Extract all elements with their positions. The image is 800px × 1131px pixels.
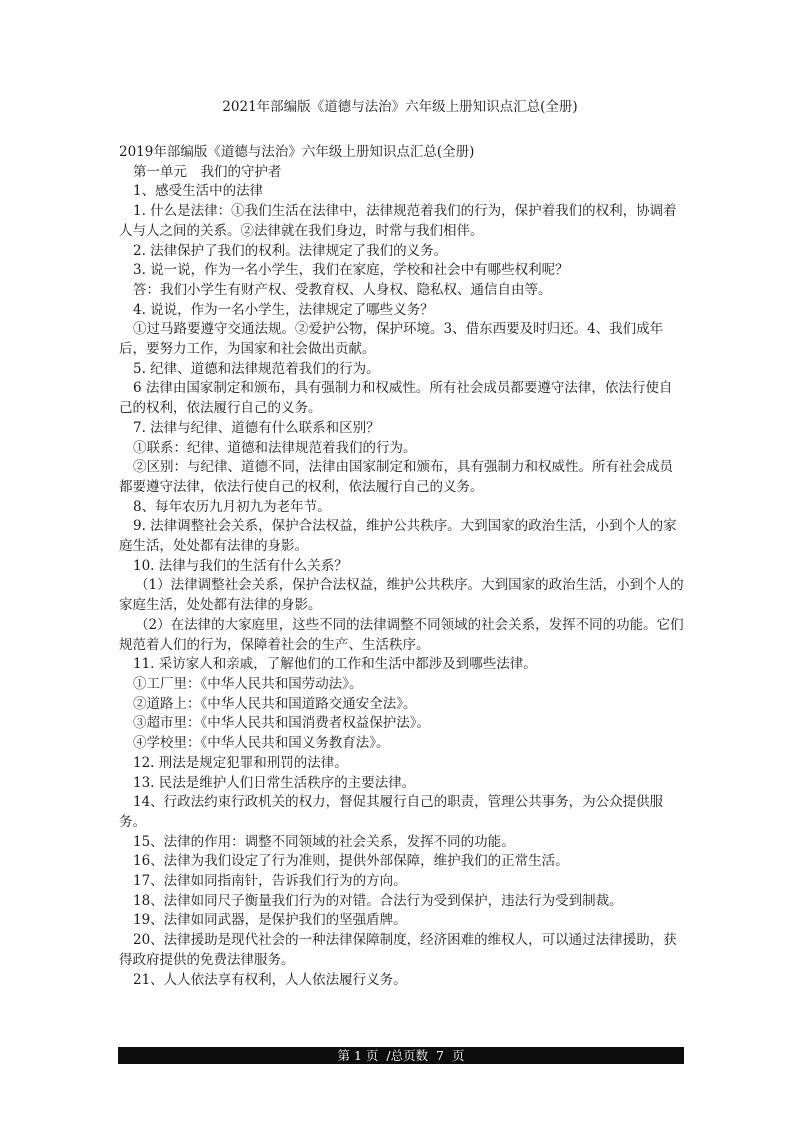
paragraph-line: 6 法律由国家制定和颁布，具有强制力和权威性。所有社会成员都要遵守法律，依法行使自己的权利，依法履行自己的义务。 bbox=[119, 380, 673, 417]
paragraph-line: 15、法律的作用：调整不同领域的社会关系，发挥不同的功能。 bbox=[133, 833, 515, 850]
paragraph-line: （1）法律调整社会关系，保护合法权益，维护公共秩序。大到国家的政治生活，小到个人的家庭生活，处处都有法律的身影。 bbox=[119, 577, 684, 614]
page-footer bbox=[118, 1047, 684, 1064]
paragraph-line: 18、法律如同尺子衡量我们行为的对错。合法行为受到保护，违法行为受到制裁。 bbox=[133, 892, 623, 909]
paragraph-line: 2. 法律保护了我们的权利。法律规定了我们的义务。 bbox=[133, 242, 448, 259]
paragraph-line: ②区别：与纪律、道德不同，法律由国家制定和颁布，具有强制力和权威性。所有社会成员都要遵守法律，依法行使自己的权利，依法履行自己的义务。 bbox=[119, 459, 673, 495]
paragraph-line: 8、每年农历九月初九为老年节。 bbox=[133, 498, 331, 515]
paragraph-line: 答：我们小学生有财产权、受教育权、人身权、隐私权、通信自由等。 bbox=[133, 281, 552, 298]
paragraph-line: ③超市里：《中华人民共和国消费者权益保护法》。 bbox=[133, 715, 430, 732]
paragraph-line: 11. 采访家人和亲戚，了解他们的工作和生活中都涉及到哪些法律。 bbox=[133, 656, 537, 673]
paragraph-line: 16、法律为我们设定了行为准则，提供外部保障，维护我们的正常生活。 bbox=[133, 853, 569, 870]
document-body bbox=[119, 143, 685, 990]
paragraph-line: ①工厂里：《中华人民共和国劳动法》。 bbox=[133, 675, 363, 692]
document-title: 2021年部编版《道德与法治》六年级上册知识点汇总(全册) bbox=[222, 99, 578, 115]
paragraph-line: 9. 法律调整社会关系，保护合法权益，维护公共秩序。大到国家的政治生活，小到个人的家庭生活，处处都有法律的身影。 bbox=[119, 518, 677, 555]
paragraph-line: 20、法律援助是现代社会的一种法律保障制度，经济困难的维权人，可以通过法律援助，获得政府提供的免费法律服务。 bbox=[119, 932, 677, 968]
paragraph-line: ①过马路要遵守交通法规。②爱护公物，保护环境。3、借东西要及时归还。4、我们成年后，要努力工作，为国家和社会做出贡献。 bbox=[119, 321, 664, 358]
paragraph-line: 2019年部编版《道德与法治》六年级上册知识点汇总(全册) bbox=[119, 144, 475, 160]
page-number-text: 第 1 页 /总页数 7 页 bbox=[337, 1048, 465, 1063]
paragraph-line: 4. 说说，作为一名小学生，法律规定了哪些义务？ bbox=[133, 301, 434, 318]
paragraph-line: 17、法律如同指南针，告诉我们行为的方向。 bbox=[133, 873, 407, 890]
paragraph-line: ④学校里：《中华人民共和国义务教育法》。 bbox=[133, 735, 390, 752]
paragraph-line: 12. 刑法是规定犯罪和刑罚的法律。 bbox=[133, 754, 348, 771]
paragraph-line: 第一单元 我们的守护者 bbox=[133, 163, 282, 180]
paragraph-line: ①联系：纪律、道德和法律规范着我们的行为。 bbox=[133, 439, 417, 456]
paragraph-line: ②道路上：《中华人民共和国道路交通安全法》。 bbox=[133, 695, 417, 712]
paragraph-line: 21、人人依法享有权利，人人依法履行义务。 bbox=[133, 971, 407, 988]
paragraph-line: 14、行政法约束行政机关的权力，督促其履行自己的职责，管理公共事务，为公众提供服务。 bbox=[119, 794, 664, 830]
paragraph-line: 3. 说一说，作为一名小学生，我们在家庭，学校和社会中有哪些权利呢？ bbox=[133, 262, 569, 279]
paragraph-line: （2）在法律的大家庭里，这些不同的法律调整不同领域的社会关系，发挥不同的功能。它们规范着人们的行为，保障着社会的生产、生活秩序。 bbox=[119, 616, 684, 653]
paragraph-line: 10. 法律与我们的生活有什么关系？ bbox=[133, 557, 348, 574]
paragraph-line: 7. 法律与纪律、道德有什么联系和区别？ bbox=[133, 419, 380, 436]
paragraph-line: 19、法律如同武器，是保护我们的坚强盾牌。 bbox=[133, 912, 407, 929]
paragraph-line: 13. 民法是维护人们日常生活秩序的主要法律。 bbox=[133, 774, 416, 791]
paragraph-line: 1. 什么是法律：①我们生活在法律中，法律规范着我们的行为，保护着我们的权利，协调着人与人之间的关系。②法律就在我们身边，时常与我们相伴。 bbox=[119, 203, 677, 239]
paragraph-line: 1、感受生活中的法律 bbox=[133, 183, 264, 200]
paragraph-line: 5. 纪律、道德和法律规范着我们的行为。 bbox=[133, 360, 380, 377]
